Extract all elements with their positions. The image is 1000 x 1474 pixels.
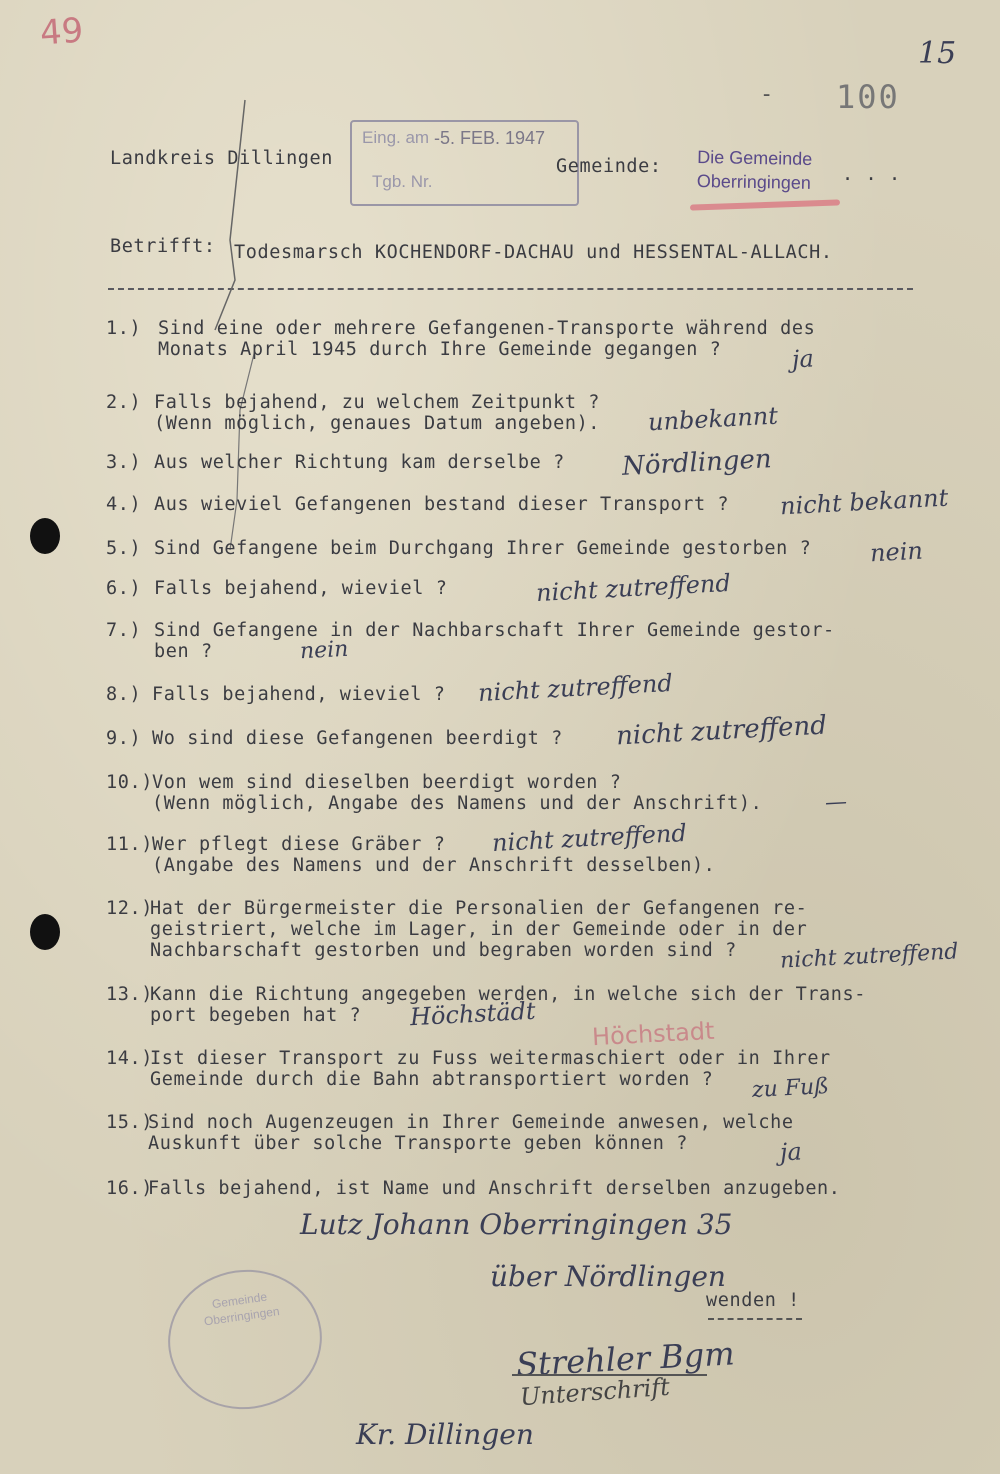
wenden-underline	[708, 1318, 802, 1320]
handwritten-answer: nicht zutreffend	[615, 710, 828, 752]
question-text: Auskunft über solche Transporte geben können ?	[148, 1133, 688, 1154]
question-text: Falls bejahend, wieviel ?	[152, 684, 446, 705]
question-text: Hat der Bürgermeister die Personalien der Gefangenen re-	[150, 898, 808, 919]
question-text: Falls bejahend, ist Name und Anschrift derselben anzugeben.	[148, 1178, 841, 1199]
witness-name: Lutz Johann Oberringingen 35	[300, 1208, 733, 1241]
question-number: 9.)	[106, 728, 142, 749]
question-number: 2.)	[106, 392, 142, 413]
question-text: ben ?	[154, 641, 213, 662]
question-text: Falls bejahend, zu welchem Zeitpunkt ?	[154, 392, 601, 413]
pencil-note-hoechstadt: Höchstadt	[591, 1016, 716, 1052]
question-number: 5.)	[106, 538, 142, 559]
handwritten-answer: Nördlingen	[621, 444, 773, 482]
gemeinde-dots: . . .	[842, 164, 901, 185]
handwritten-answer: nicht zutreffend	[779, 939, 960, 974]
question-number: 4.)	[106, 494, 142, 515]
witness-address: über Nördlingen	[490, 1260, 726, 1293]
question-text: Sind noch Augenzeugen in Ihrer Gemeinde anwesen, welche	[148, 1112, 794, 1133]
handwritten-answer: nicht zutreffend	[535, 568, 732, 608]
page-number-pencil: 49	[38, 10, 85, 54]
question-number: 6.)	[106, 578, 142, 599]
question-number: 7.)	[106, 620, 142, 641]
question-text: Ist dieser Transport zu Fuss weitermaschiert oder in Ihrer	[150, 1048, 831, 1069]
question-text: Sind Gefangene in der Nachbarschaft Ihrer Gemeinde gestor-	[154, 620, 835, 641]
signature-line	[512, 1374, 707, 1376]
handwritten-answer: nicht zutreffend	[477, 668, 674, 708]
punch-hole-top	[30, 518, 60, 554]
handwritten-answer: ja	[779, 1137, 803, 1167]
question-text: geistriert, welche im Lager, in der Gemeinde oder in der	[150, 919, 808, 940]
question-number: 11.)	[106, 834, 153, 855]
landkreis-label: Landkreis Dillingen	[110, 148, 334, 169]
question-number: 14.)	[106, 1048, 153, 1069]
question-text: Gemeinde durch die Bahn abtransportiert worden ?	[150, 1069, 714, 1090]
question-text: (Wenn möglich, genaues Datum angeben).	[154, 413, 601, 434]
footer-note: Kr. Dillingen	[356, 1418, 534, 1451]
question-text: Nachbarschaft gestorben und begraben worden sind ?	[150, 940, 737, 961]
question-text: Monats April 1945 durch Ihre Gemeinde gegangen ?	[158, 339, 722, 360]
question-text: Falls bejahend, wieviel ?	[154, 578, 448, 599]
question-text: port begeben hat ?	[150, 1005, 362, 1026]
question-number: 13.)	[106, 984, 153, 1005]
gemeinde-label: Gemeinde:	[556, 156, 662, 177]
round-stamp	[159, 1260, 331, 1419]
question-text: Aus wieviel Gefangenen bestand dieser Transport ?	[154, 494, 730, 515]
question-text: Von wem sind dieselben beerdigt worden ?	[152, 772, 622, 793]
signature: Strehler Bgm	[515, 1334, 736, 1384]
entry-stamp-tgb: Tgb. Nr.	[372, 172, 433, 191]
question-text: (Angabe des Namens und der Anschrift desselben).	[152, 855, 716, 876]
question-text: (Wenn möglich, Angabe des Namens und der Anschrift).	[152, 793, 763, 814]
question-text: Sind eine oder mehrere Gefangenen-Transporte während des	[158, 318, 816, 339]
entry-stamp	[350, 120, 579, 206]
folio-dash: -	[760, 82, 774, 107]
question-number: 8.)	[106, 684, 142, 705]
handwritten-answer: nicht zutreffend	[491, 818, 688, 858]
question-text: Wo sind diese Gefangenen beerdigt ?	[152, 728, 563, 749]
question-number: 1.)	[106, 318, 142, 339]
red-underline	[690, 199, 840, 210]
question-number: 16.)	[106, 1178, 153, 1199]
round-stamp-text: Gemeinde Oberringingen	[203, 1289, 281, 1329]
punch-hole-bottom	[30, 914, 60, 950]
page-number-hand: 15	[918, 36, 957, 71]
question-number: 15.)	[106, 1112, 153, 1133]
wenden-label: wenden !	[706, 1290, 800, 1311]
unterschrift-label: Unterschrift	[519, 1372, 671, 1412]
gemeinde-stamp-line2: Oberringingen	[696, 170, 812, 193]
gemeinde-stamp-line1: Die Gemeinde	[697, 146, 813, 170]
handwritten-answer: zu Fuß	[751, 1074, 830, 1103]
handwritten-answer: Höchstädt	[409, 996, 537, 1032]
question-number: 12.)	[106, 898, 153, 919]
gemeinde-stamp	[697, 145, 813, 195]
subject-text: Todesmarsch KOCHENDORF-DACHAU und HESSENTAL-ALLACH.	[234, 242, 833, 263]
handwritten-answer: nicht bekannt	[779, 483, 949, 521]
handwritten-answer: nein	[299, 636, 350, 665]
question-text: Wer pflegt diese Gräber ?	[152, 834, 446, 855]
subject-label: Betrifft:	[110, 236, 216, 257]
question-text: Aus welcher Richtung kam derselbe ?	[154, 452, 565, 473]
handwritten-answer: —	[824, 789, 848, 816]
handwritten-answer: nein	[869, 536, 924, 568]
question-text: Sind Gefangene beim Durchgang Ihrer Gemeinde gestorben ?	[154, 538, 812, 559]
question-number: 3.)	[106, 452, 142, 473]
entry-stamp-label: Eing. am	[362, 128, 430, 147]
folio-number: 100	[836, 78, 900, 116]
question-text: Kann die Richtung angegeben werden, in welche sich der Trans-	[150, 984, 867, 1005]
entry-stamp-date: -5. FEB. 1947	[434, 128, 546, 148]
question-number: 10.)	[106, 772, 153, 793]
handwritten-answer: unbekannt	[647, 401, 779, 437]
handwritten-answer: ja	[791, 344, 815, 374]
